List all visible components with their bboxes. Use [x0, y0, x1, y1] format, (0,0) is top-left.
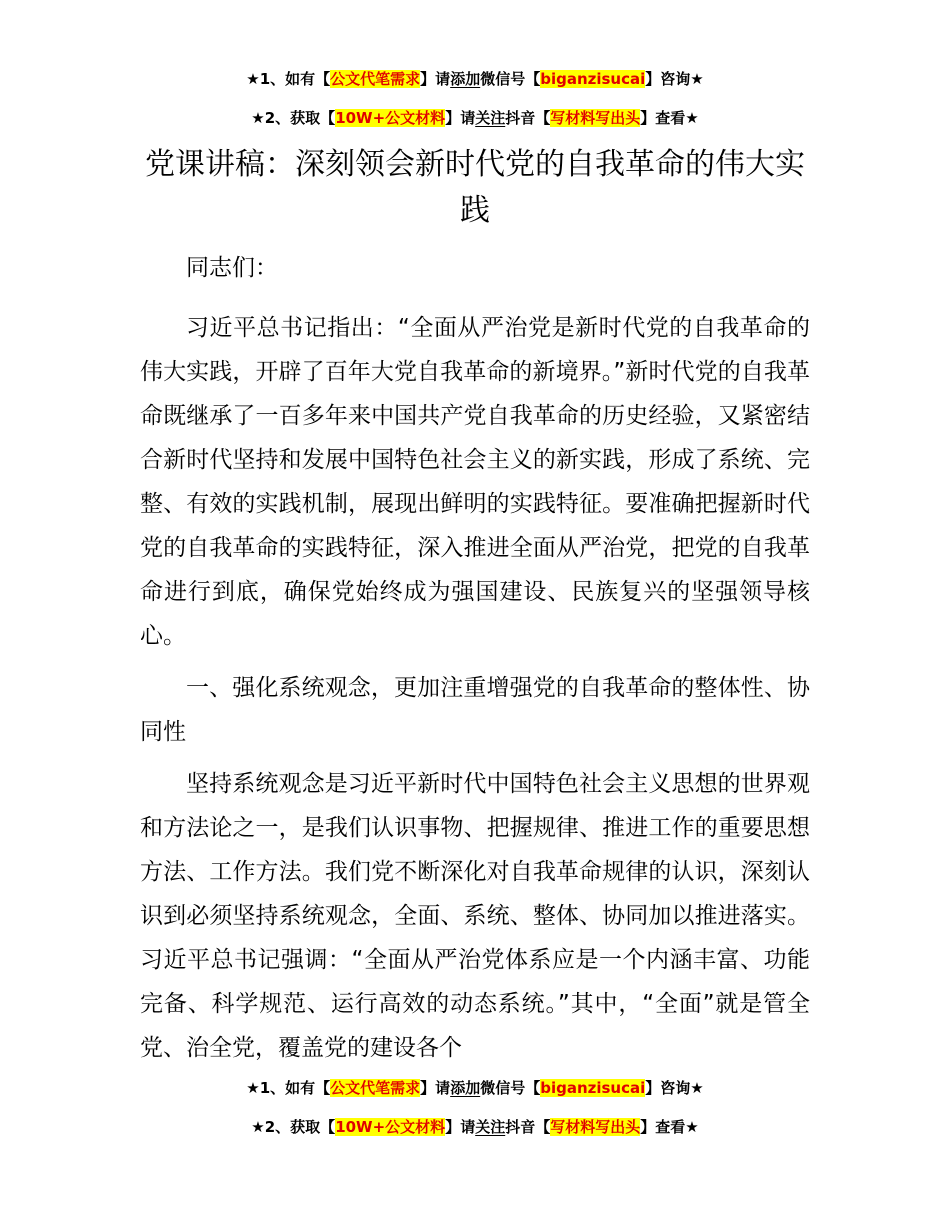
document-title: 党课讲稿：深刻领会新时代党的自我革命的伟大实践: [145, 147, 805, 228]
notice-text: 】咨询★: [645, 70, 704, 88]
notice-underline: 关注: [475, 1118, 506, 1136]
notice-underline: 关注: [475, 109, 506, 127]
salutation: 同志们：: [186, 255, 278, 281]
notice-text: 抖音【: [505, 109, 551, 127]
notice-text: 】请: [445, 109, 476, 127]
notice-text: 抖音【: [505, 1118, 551, 1136]
notice-highlight: 10W+公文材料: [335, 109, 446, 127]
notice-text: 】咨询★: [645, 1079, 704, 1097]
paragraph-section-1: 坚持系统观念是习近平新时代中国特色社会主义思想的世界观和方法论之一，是我们认识事物、把握规律、推进工作的重要思想方法、工作方法。我们党不断深化对自我革命规律的认识，深刻认识到必须坚持系统观念，全面、系统、整体、协同加以推进落实。习近平总书记强调：“全面从严治党体系应是一个内涵丰富、功能完备、科学规范、运行高效的动态系统。”其中，“全面”就是管全党、治全党，覆盖党的建设各个: [140, 771, 810, 1061]
notice-text: 】查看★: [640, 109, 699, 127]
paragraph-intro: 习近平总书记指出：“全面从严治党是新时代党的自我革命的伟大实践，开辟了百年大党自我革命的新境界。”新时代党的自我革命既继承了一百多年来中国共产党自我革命的历史经验，又紧密结合新时代坚持和发展中国特色社会主义的新实践，形成了系统、完整、有效的实践机制，展现出鲜明的实践特征。要准确把握新时代党的自我革命的实践特征，深入推进全面从严治党，把党的自我革命进行到底，确保党始终成为强国建设、民族复兴的坚强领导核心。: [140, 315, 810, 649]
document-body: [140, 246, 810, 1078]
notice-text: ★1、如有【: [246, 1079, 331, 1097]
notice-highlight: 写材料写出头: [550, 109, 641, 127]
notice-underline: 添加: [450, 1079, 481, 1097]
notice-text: 】请: [445, 1118, 476, 1136]
notice-highlight: biganzisucai: [540, 1079, 646, 1097]
header-notice-line-2: [0, 107, 950, 128]
footer-notice-line-2: [0, 1116, 950, 1137]
notice-text: ★2、获取【: [251, 109, 336, 127]
notice-text: 】查看★: [640, 1118, 699, 1136]
notice-highlight: 10W+公文材料: [335, 1118, 446, 1136]
section-heading-1: 一、强化系统观念，更加注重增强党的自我革命的整体性、协同性: [140, 675, 810, 745]
notice-text: 微信号【: [480, 1079, 541, 1097]
notice-text: 】请: [420, 70, 451, 88]
notice-highlight: 公文代笔需求: [330, 1079, 421, 1097]
notice-highlight: 写材料写出头: [550, 1118, 641, 1136]
notice-text: 微信号【: [480, 70, 541, 88]
notice-underline: 添加: [450, 70, 481, 88]
notice-text: ★2、获取【: [251, 1118, 336, 1136]
header-notice-line-1: [0, 68, 950, 89]
notice-text: ★1、如有【: [246, 70, 331, 88]
notice-highlight: 公文代笔需求: [330, 70, 421, 88]
notice-text: 】请: [420, 1079, 451, 1097]
footer-notice-line-1: [0, 1077, 950, 1098]
notice-highlight: biganzisucai: [540, 70, 646, 88]
